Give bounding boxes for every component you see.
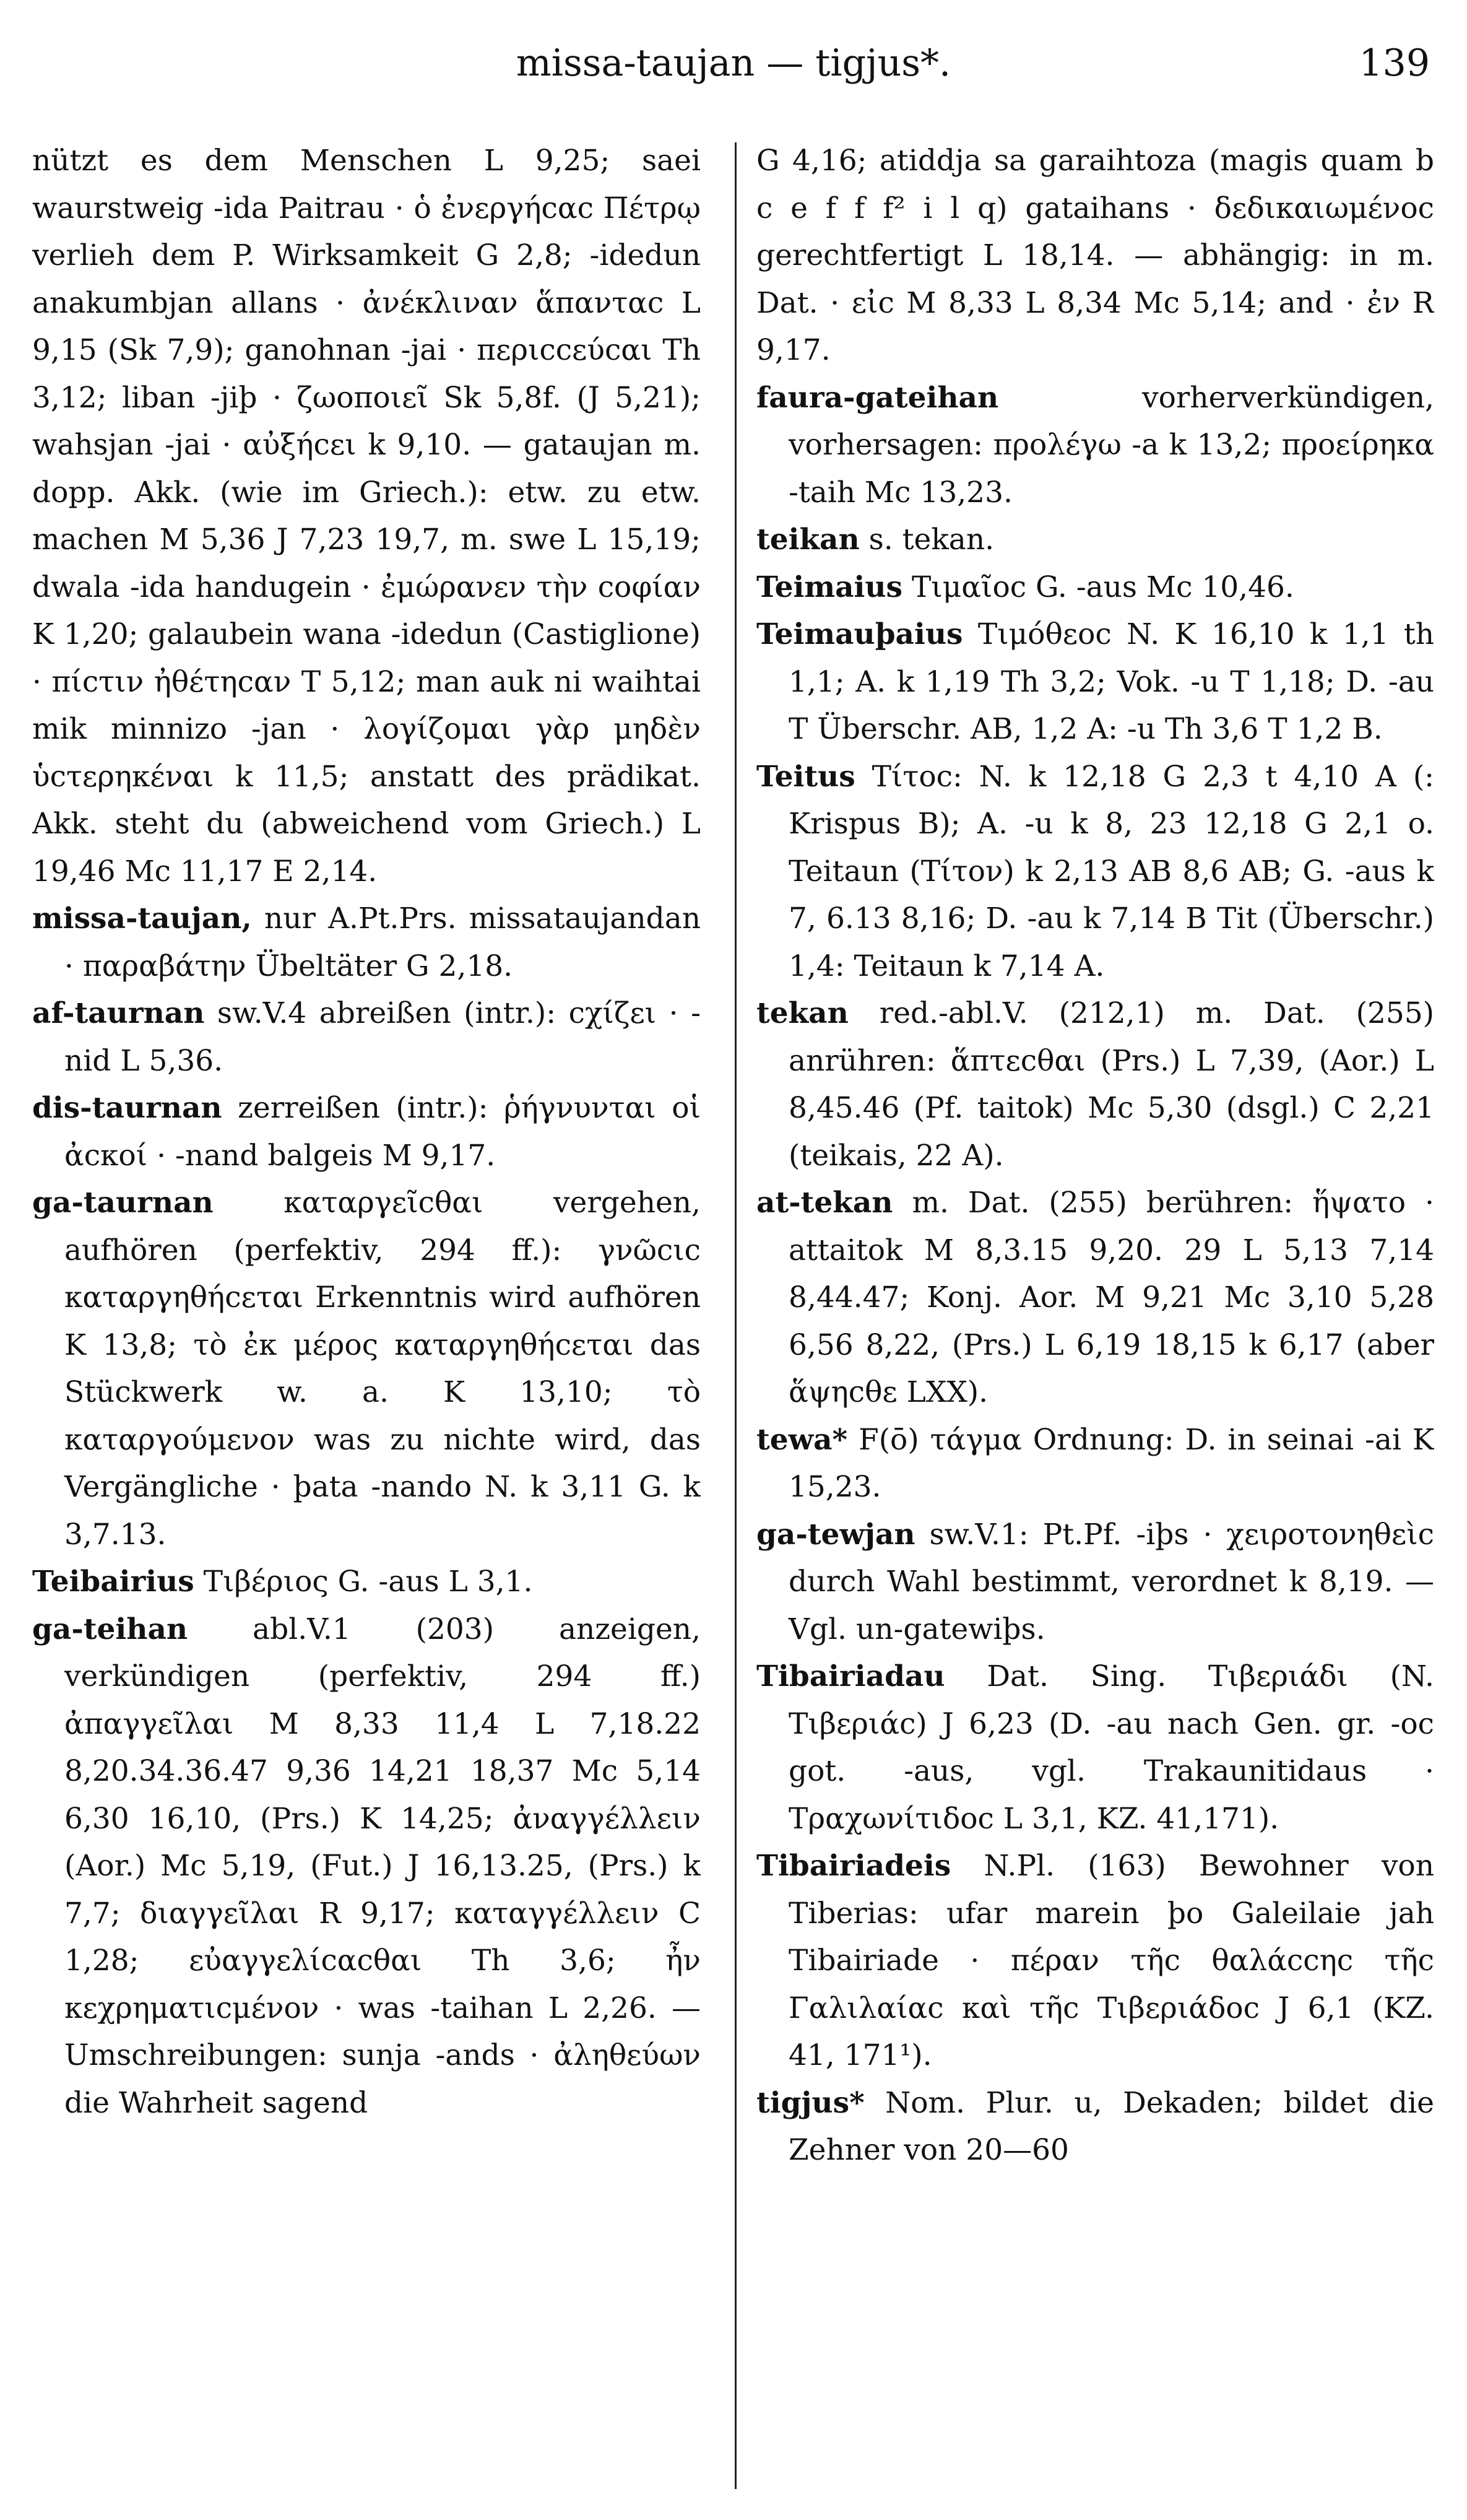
headword: dis-taurnan [32,1091,222,1125]
column-divider [735,142,737,2489]
entry-text: Dat. Sing. Τιβεριάδι (N. Τιβεριάc) J 6,23 (D. -au nach Gen. gr. -oc got. -aus, vgl. Trakaunitidaus · Τραχωνίτιδοc L 3,1, KZ. 41,171). [789,1659,1434,1836]
dictionary-entry [756,2080,1434,2175]
entry-text: zerreißen (intr.): ῥήγνυνται οἱ ἀcκοί · -nand balgeis M 9,17. [64,1091,701,1173]
entry-text: nur A.Pt.Prs. missataujandan · παραβάτην Übeltäter G 2,18. [64,902,701,983]
headword: teikan [756,523,860,557]
headword: ga-tewjan [756,1517,915,1552]
headword: tewa* [756,1422,848,1457]
entry-text: s. tekan. [859,523,995,557]
dictionary-entry [756,137,1434,375]
dictionary-entry [32,1606,701,2127]
dictionary-entry [756,1653,1434,1843]
entry-text: Τιμαῖοc G. -aus Mc 10,46. [902,570,1294,604]
headword: Teitus [756,759,855,794]
running-head [0,38,1467,88]
headword: ga-taurnan [32,1186,214,1220]
page-number: 139 [1359,41,1430,85]
entry-text: Τίτοc: N. k 12,18 G 2,3 t 4,10 A (: Krispus B); A. -u k 8, 23 12,18 G 2,1 o. Teitaun (Τίτον) k 2,13 AB 8,6 AB; G. -aus k 7, 6.13 8,16; D. -au k 7,14 B Tit (Überschr.) 1,4: Teitaun k 7,14 A. [789,759,1434,983]
dictionary-entry [756,1417,1434,1511]
entry-text: nützt es dem Menschen L 9,25; saei waurstweig -ida Paitrau · ὁ ἐνεργήcαc Πέτρῳ verlieh dem P. Wirksamkeit G 2,8; -idedun anakumbjan allans · ἀνέκλιναν ἅπανταc L 9,15 (Sk 7,9); ganohnan -jai · περιccεύcαι Th 3,12; liban -jiþ · ζωοποιεῖ Sk 5,8f. (J 5,21); wahsjan -jai · αὐξήcει k 9,10. — gataujan m. dopp. Akk. (wie im Griech.): etw. zu etw. machen M 5,36 J 7,23 19,7, m. swe L 15,19; dwala -ida handugein · ἐμώρανεν τὴν cοφίαν K 1,20; galaubein wana -idedun (Castiglione) · πίcτιν ἠθέτηcαν T 5,12; man auk ni waihtai mik minnizo -jan · λογίζομαι γὰρ μηδὲν ὑcτερηκέναι k 11,5; anstatt des prädikat. Akk. steht du (abweichend vom Griech.) L 19,46 Mc 11,17 E 2,14. [32,144,701,889]
headword: Tibairiadeis [756,1849,951,1883]
entry-text: καταργεῖcθαι vergehen, aufhören (perfektiv, 294 ff.): γνῶcιc καταργηθήcεται Erkenntnis wird aufhören K 13,8; τὸ ἐκ μέρος καταργηθήcεται das Stückwerk w. a. K 13,10; τὸ καταργούμενον was zu nichte wird, das Vergängliche · þata -nando N. k 3,11 G. k 3,7.13. [64,1186,701,1552]
entry-text: sw.V.4 abreißen (intr.): cχίζει · -nid L 5,36. [64,996,701,1078]
dictionary-entry [32,990,701,1085]
entry-text: Nom. Plur. u, Dekaden; bildet die Zehner von 20—60 [789,2085,1434,2167]
dictionary-entry [32,137,701,895]
dictionary-entry [756,990,1434,1180]
dictionary-entry [756,375,1434,517]
entry-text: G 4,16; atiddja sa garaihtoza (magis quam b c e f f f² i l q) gataihans · δεδικαιωμένοc gerechtfertigt L 18,14. — abhängig: in m. Dat. · εἰc M 8,33 L 8,34 Mc 5,14; and · ἐν R 9,17. [756,144,1434,367]
dictionary-entry [32,1085,701,1180]
dictionary-entry [756,564,1434,612]
dictionary-entry [756,1511,1434,1654]
headword: tekan [756,996,849,1030]
dictionary-entry [756,1180,1434,1417]
entry-text: Τιβέριος G. -aus L 3,1. [194,1565,533,1599]
dictionary-entry [756,754,1434,991]
headword: missa-taujan, [32,902,252,936]
entry-text: red.-abl.V. (212,1) m. Dat. (255) anrühren: ἅπτεcθαι (Prs.) L 7,39, (Aor.) L 8,45.46 (Pf. taitok) Mc 5,30 (dsgl.) C 2,21 (teikais, 22 A). [789,996,1434,1173]
headword: ga-teihan [32,1612,188,1646]
entry-text: vorherverkündigen, vorhersagen: προλέγω -a k 13,2; προείρηκα -taih Mc 13,23. [789,380,1434,510]
headword: Teimauþaius [756,617,963,651]
entry-text: sw.V.1: Pt.Pf. -iþs · χειροτονηθεὶc durch Wahl bestimmt, verordnet k 8,19. — Vgl. un-gatewiþs. [789,1517,1434,1646]
headword: Tibairiadau [756,1659,945,1693]
headword: at-tekan [756,1186,893,1220]
headword: af-taurnan [32,996,205,1030]
entry-text: Τιμόθεοc N. K 16,10 k 1,1 th 1,1; A. k 1,19 Th 3,2; Vok. -u T 1,18; D. -au T Überschr. AB, 1,2 A: -u Th 3,6 T 1,2 B. [789,617,1434,746]
dictionary-entry [32,1558,701,1606]
running-head-title: missa-taujan — tigjus*. [516,41,951,85]
headword: faura-gateihan [756,380,999,415]
headword: Teibairius [32,1565,194,1599]
entry-text: N.Pl. (163) Bewohner von Tiberias: ufar marein þo Galeilaie jah Tibairiade · πέραν τῆc θαλάccηc τῆc Γαλιλαίαc καὶ τῆc Τιβεριάδοc J 6,1 (KZ. 41, 171¹). [789,1849,1434,2072]
right-column [756,137,1434,2490]
entry-text: abl.V.1 (203) anzeigen, verkündigen (perfektiv, 294 ff.) ἀπαγγεῖλαι M 8,33 11,4 L 7,18.22 8,20.34.36.47 9,36 14,21 18,37 Mc 5,14 6,30 16,10, (Prs.) K 14,25; ἀναγγέλλειν (Aor.) Mc 5,19, (Fut.) J 16,13.25, (Prs.) k 7,7; διαγγεῖλαι R 9,17; καταγγέλλειν C 1,28; εὐαγγελίcαcθαι Th 3,6; ἦν κεχρηματιcμένον · was -taihan L 2,26. — Umschreibungen: sunja -ands · ἀληθεύων die Wahrheit sagend [64,1612,701,2120]
headword: tigjus* [756,2085,865,2120]
dictionary-entry [32,895,701,990]
dictionary-entry [756,1843,1434,2080]
dictionary-entry [756,611,1434,754]
dictionary-entry [756,516,1434,564]
headword: Teimaius [756,570,903,604]
dictionary-entry [32,1180,701,1558]
entry-text: m. Dat. (255) berühren: ἥψατο · attaitok M 8,3.15 9,20. 29 L 5,13 7,14 8,44.47; Konj. Aor. M 9,21 Mc 3,10 5,28 6,56 8,22, (Prs.) L 6,19 18,15 k 6,17 (aber ἅψηcθε LXX). [789,1186,1434,1409]
left-column [32,137,701,2490]
entry-text: F(ō) τάγμα Ordnung: D. in seinai -ai K 15,23. [789,1422,1434,1504]
